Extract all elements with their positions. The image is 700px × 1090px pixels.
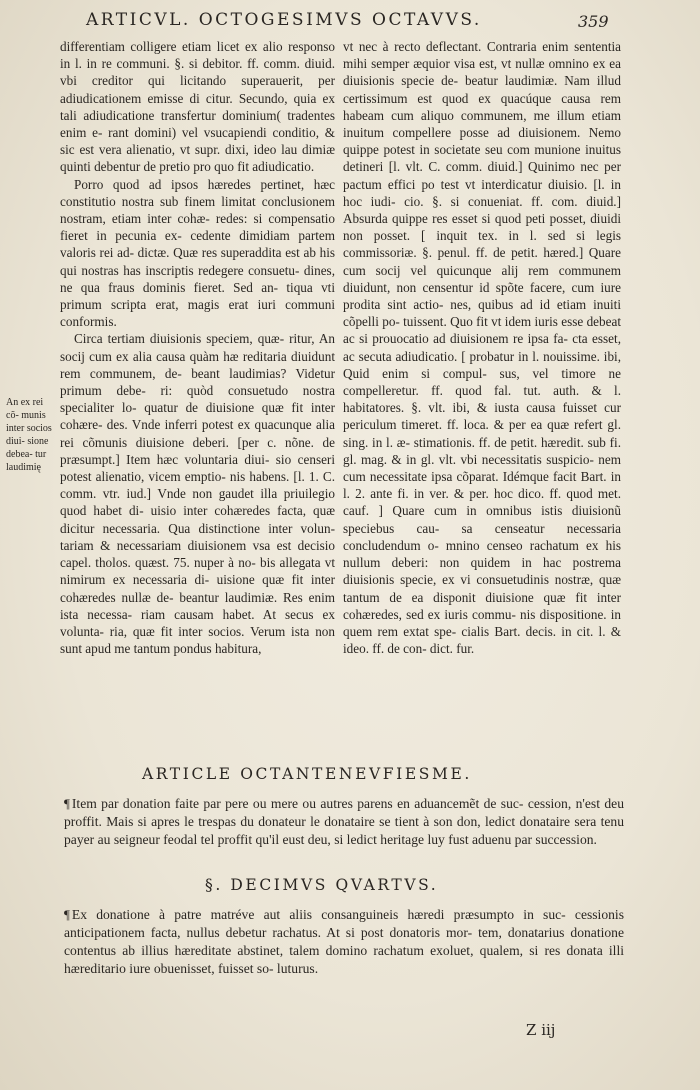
- right-column: [343, 38, 621, 657]
- latin-paragraph: [64, 906, 624, 978]
- section-title-paragraph: §. DECIMVS QVARTVS.: [205, 876, 439, 894]
- signature-mark: Z iij: [526, 1021, 556, 1039]
- paragraph-mark-icon: ¶: [64, 907, 70, 922]
- section-title-article: ARTICLE OCTANTENEVFIESME.: [142, 765, 472, 783]
- left-paragraph-2: Porro quod ad ipsos hæredes pertinet, hæc constitutio nostra sub finem limitat conclusionem nostram, etiam inter cohæ- redes: si compensatio fieret in pecunia ex- cedente dimidiam partem valoris rei ad- dictæ. Quæ res superaddita est ab his qui nostras has inscriptis redegere consuetu- dines, ne qua fraus dominis fieret. Sed an- tiqua vti primum scripta erat, magis erat iuri communi conformis.: [60, 176, 335, 330]
- left-paragraph-3: Circa tertiam diuisionis speciem, quæ- ritur, An socij cum ex alia causa quàm hæ reditaria diuidunt rem communem, de- beant laudimias? Videtur primum debe- ri: quòd consuetudo nostra specialiter lo- quatur de diuisione quæ fit inter cohære- des. Vnde inferri potest ex quacunque alia rei cõmunis diuisione deberi. [per c. nõne. de præsumpt.] Item hæc voluntaria diui- sio censeri potest alienatio, vicem emptio- nis habens. [l. 1. C. comm. vtr. iud.] Vnde non gaudet illa priuilegio quod habet di- uisio inter cohæredes facta, quæ dicitur necessaria. Qua distinctione inter volun- tariam & necessariam diuisionem vsa est decisio capel. tholos. quæst. 75. nuper à no- bis allegata vt nimirum ex necessaria di- uisione quæ fit inter cohæredes nullæ de- beantur laudimiæ. Res enim ista necessa- riam causam habet. At secus ex volunta- ria, quæ fit inter socios. Verum ista non sunt apud me tantum pondus habitura,: [60, 331, 335, 657]
- paragraph-mark-icon: ¶: [64, 796, 70, 811]
- article-paragraph: [64, 795, 624, 849]
- latin-text: Ex donatione à patre matréve aut aliis consanguineis hæredi præsumpto in suc- cessionis anticipationem facta, nullus debetur rachatus. At si post donatoris mor- tem, donatarius donatione contentus ab illius hæreditate abstinet, talem domino rachatum exoluet, qualem, si res donata illi hæreditario iure obuenisset, fuisset so- luturus.: [64, 907, 624, 976]
- right-paragraph-1: vt nec à recto deflectant. Contraria enim sententia mihi semper æquior visa est, vt nullæ omnino ex ea diuisionis specie de- beatur laudimiæ. Nam illud certissimum est quod ex quacúque causa rem habeam cum aliquo communem, me illum etiam inuitum compellere posse ad diuisionem. Nemo quippe potest in societate seu com munione inuitus detineri [l. vlt. C. comm. diuid.] Quinimo nec per pactum effici po test vt interdicatur diuisio. [l. in hoc iudi- cio. §. si conueniat. ff. com. diuid.] Absurda quippe res esset si quod peti posset, diuidi non posset. [ inquit tex. in l. sed si legis commissoriæ. §. penul. ff. de petit. hæred.] Quare cum socij vel quicunque alij rem communem diuidunt, non censentur id spõte facere, cum iure prodita sint actio- nes, quibus ad id etiam inuiti cõpelli po- tuissent. Quo fit vt idem iuris esse debeat ac si prouocatio ad diuisionem re ipsa fa- cta esset, ac secuta adiudicatio. [ probatur in l. nouissime. ibi, Quid enim si compul- sus, vel timore ne compelleretur. ff. quod fal. tut. auth. & l. habitatores. §. vlt. ibi, & iusta causa fuisset cur periculum timeret. ff. loca. & per ea quæ refert gl. sing. in l. æ- stimationis. ff. de petit. hæredit. sub fi. gl. mag. & in gl. vlt. vbi necessitatis suspicio- nem cum necessitate ipsa cõparat. Idémque facit Bart. in l. 2. ante fi. in ver. & per. hoc dico. ff. quod met. cauf. ] Quare cum in omnibus istis diuisionũ speciebus cau- sa censeatur necessaria concludendum o- mnino censeo rachatum ex his nullum deberi: non quidem in hac postrema diuisionis specie, ex vi consuetudinis nostræ, quæ tantum de ea disponit diuisione quæ fit inter cohæredes, sed ex iuris commu- nis dispositione. in quem rem extat spe- cialis Bart. decis. in cit. l. & ideo. ff. de con- dict. fur.: [343, 39, 621, 657]
- page-number: 359: [578, 12, 609, 31]
- running-title: ARTICVL. OCTOGESIMVS OCTAVVS.: [86, 10, 482, 30]
- margin-note: An ex rei cõ- munis inter socios diui- sione debea- tur laudimię: [6, 397, 52, 473]
- left-column: [60, 38, 335, 657]
- article-text: Item par donation faite par pere ou mere ou autres parens en aduancemẽt de suc- cession, n'est deu proffit. Mais si apres le trespas du donateur le donataire se tient à son don, ledict donataire sera tenu payer au seigneur feodal tel proffit qu'il eust deu, si ledict heritage luy fust aduenu par succession.: [64, 796, 624, 847]
- left-paragraph-1: differentiam colligere etiam licet ex alio responso in l. in re communi. §. si debitor. ff. comm. diuid. vbi creditor qui licitando superauerit, per adiudicationem emisse di citur. Secundo, quia ex tali adiudicatione transfertur dominium( tradentes enim e- rant domini) vel vsucapiendi conditio, & sic est vera alienatio, vt supr. dixi, ideo lau dimiæ quinti debentur de pretio pro quo fit adiudicatio.: [60, 39, 335, 175]
